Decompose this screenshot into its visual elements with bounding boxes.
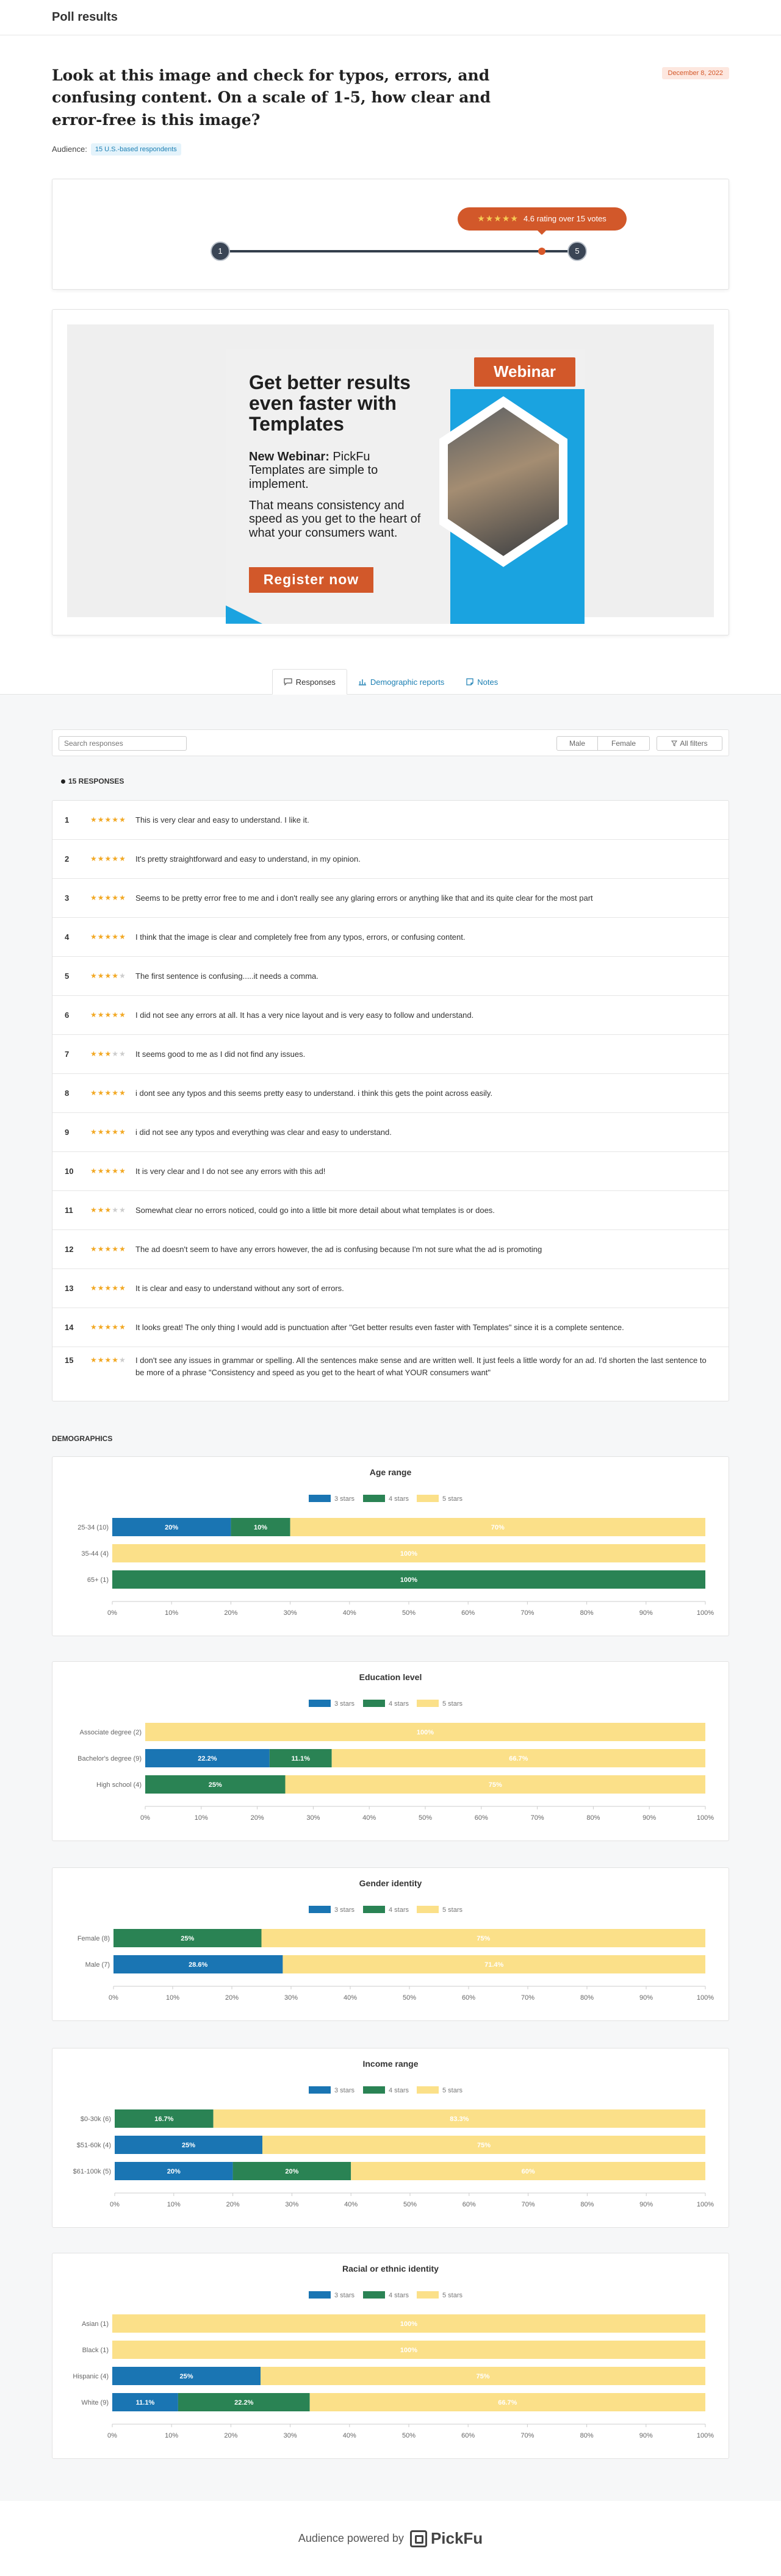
response-text: I did not see any errors at all. It has a very nice layout and is very easy to follow and understand. xyxy=(135,1011,474,1020)
response-text: It's pretty straightforward and easy to understand, in my opinion. xyxy=(135,854,361,864)
legend-swatch xyxy=(309,1906,331,1913)
filter-icon xyxy=(671,740,677,746)
category-label: $0-30k (6) xyxy=(80,2116,111,2123)
ad-body: That means consistency and speed as you get to the heart of what your consumers want. xyxy=(249,498,421,540)
poll-image-card xyxy=(52,309,729,635)
responses-count-text: 15 RESPONSES xyxy=(68,777,124,785)
response-row xyxy=(52,1230,729,1269)
response-number: 15 xyxy=(65,1356,74,1365)
category-label: Asian (1) xyxy=(81,2320,109,2328)
legend-label: 3 stars xyxy=(334,2292,355,2299)
response-text: The ad doesn't seem to have any errors however, the ad is confusing because I'm not sure what the ad is promoting xyxy=(135,1245,542,1254)
ad-sub-rest: PickFu Templates are simple to implement. xyxy=(249,449,378,491)
rating-marker xyxy=(538,248,545,255)
x-tick-label: 90% xyxy=(639,2432,653,2439)
ad-subheadline xyxy=(249,450,421,491)
stacked-bar-chart xyxy=(52,2048,729,2227)
data-label: 22.2% xyxy=(198,1755,217,1762)
response-text: It is clear and easy to understand without any sort of errors. xyxy=(135,1284,344,1293)
rating-card xyxy=(52,179,729,290)
x-tick-label: 60% xyxy=(461,1609,475,1617)
tab-responses[interactable] xyxy=(272,669,347,695)
data-label: 25% xyxy=(208,1781,222,1789)
category-label: Female (8) xyxy=(77,1935,110,1942)
x-tick-label: 70% xyxy=(521,2201,535,2208)
x-tick-label: 60% xyxy=(461,1994,476,2002)
audience-label: Audience: xyxy=(52,145,87,154)
data-label: 10% xyxy=(253,1524,268,1531)
response-row xyxy=(52,801,729,840)
data-label: 20% xyxy=(167,2168,181,2175)
x-tick-label: 60% xyxy=(461,2432,475,2439)
x-tick-label: 30% xyxy=(283,1609,297,1617)
data-label: 28.6% xyxy=(189,1961,208,1969)
x-tick-label: 50% xyxy=(402,1994,417,2002)
legend-label: 5 stars xyxy=(442,2292,463,2299)
legend-swatch xyxy=(309,2086,331,2094)
legend-label: 3 stars xyxy=(334,1495,355,1503)
category-label: $51-60k (4) xyxy=(76,2142,111,2149)
question-title: Look at this image and check for typos, errors, and confusing content. On a scale of 1-5, how clear and error-free is this image? xyxy=(52,66,491,129)
ad-headline: Get better results even faster with Templates xyxy=(249,371,411,435)
response-stars-icon: ★★★★★ xyxy=(90,1206,126,1214)
response-text: Somewhat clear no errors noticed, could go into a little bit more detail about what templates is or does. xyxy=(135,1206,495,1215)
response-row xyxy=(52,1308,729,1347)
response-row xyxy=(52,957,729,996)
response-row xyxy=(52,1113,729,1152)
x-tick-label: 100% xyxy=(696,1994,714,2002)
x-tick-label: 10% xyxy=(165,2432,179,2439)
x-tick-label: 80% xyxy=(580,2201,594,2208)
legend-swatch xyxy=(309,1495,331,1502)
response-row xyxy=(52,1191,729,1230)
response-text: I don't see any issues in grammar or spelling. All the sentences make sense and are written well. It just feels a little wordy for an ad. I'd shorten the last sentence to be more of a phrase "Consistency and speed as you get to the heart of what YOUR consumers want" xyxy=(135,1356,707,1377)
response-row xyxy=(52,996,729,1035)
response-text: I think that the image is clear and completely free from any typos, errors, or confusing content. xyxy=(135,932,466,942)
x-tick-label: 50% xyxy=(401,2432,416,2439)
legend-swatch xyxy=(363,2086,385,2094)
x-tick-label: 70% xyxy=(520,1609,534,1617)
response-row xyxy=(52,879,729,918)
response-text: i did not see any typos and everything was clear and easy to understand. xyxy=(135,1128,392,1137)
x-tick-label: 40% xyxy=(362,1814,376,1822)
response-number: 4 xyxy=(65,932,70,942)
footer xyxy=(0,2501,781,2576)
response-stars-icon: ★★★★★ xyxy=(90,1284,126,1292)
x-tick-label: 80% xyxy=(580,2432,594,2439)
response-number: 13 xyxy=(65,1284,74,1293)
response-number: 9 xyxy=(65,1128,70,1137)
x-tick-label: 50% xyxy=(403,2201,417,2208)
x-tick-label: 30% xyxy=(306,1814,320,1822)
response-stars-icon: ★★★★★ xyxy=(90,854,126,863)
x-tick-label: 40% xyxy=(344,2201,358,2208)
footer-text: Audience powered by xyxy=(298,2532,404,2544)
chart-title: Income range xyxy=(362,2059,419,2069)
legend-swatch xyxy=(417,1906,439,1913)
x-tick-label: 100% xyxy=(696,2432,714,2439)
legend-label: 3 stars xyxy=(334,1906,355,1914)
tab-notes[interactable] xyxy=(455,669,509,695)
response-number: 12 xyxy=(65,1245,74,1254)
legend-swatch xyxy=(417,2291,439,2299)
data-label: 16.7% xyxy=(154,2116,174,2123)
legend-swatch xyxy=(363,1700,385,1707)
rating-summary-pill xyxy=(458,207,627,231)
response-number: 7 xyxy=(65,1050,70,1059)
response-number: 3 xyxy=(65,893,70,903)
filter-male-button[interactable]: Male xyxy=(556,736,598,751)
pickfu-logo[interactable] xyxy=(410,2529,483,2548)
response-stars-icon: ★★★★★ xyxy=(90,932,126,941)
category-label: High school (4) xyxy=(96,1781,142,1789)
legend-swatch xyxy=(363,1495,385,1502)
pickfu-logo-text: PickFu xyxy=(430,2529,483,2547)
image-backdrop xyxy=(67,324,714,617)
response-number: 1 xyxy=(65,815,70,825)
bullet-icon xyxy=(61,779,65,784)
chart-card xyxy=(52,1867,729,2021)
category-label: 35-44 (4) xyxy=(81,1550,109,1558)
x-tick-label: 0% xyxy=(140,1814,150,1822)
response-text: This is very clear and easy to understand. I like it. xyxy=(135,815,309,825)
data-label: 25% xyxy=(179,2373,193,2380)
response-number: 11 xyxy=(65,1206,73,1215)
x-tick-label: 50% xyxy=(418,1814,433,1822)
x-tick-label: 10% xyxy=(165,1994,180,2002)
response-text: It looks great! The only thing I would add is punctuation after "Get better results even faster with Templates" since it is a complete sentence. xyxy=(135,1323,624,1332)
audience-row xyxy=(52,143,729,156)
data-label: 25% xyxy=(181,2142,196,2149)
chart-title: Education level xyxy=(359,1672,422,1682)
x-tick-label: 20% xyxy=(250,1814,264,1822)
response-number: 14 xyxy=(65,1323,74,1332)
x-tick-label: 20% xyxy=(226,2201,240,2208)
data-label: 75% xyxy=(476,2373,490,2380)
response-row xyxy=(52,1035,729,1074)
chart-card xyxy=(52,1661,729,1841)
x-tick-label: 40% xyxy=(343,1994,358,2002)
stacked-bar-chart xyxy=(52,1457,729,1636)
data-label: 83.3% xyxy=(450,2116,469,2123)
data-label: 11.1% xyxy=(291,1755,311,1762)
data-label: 71.4% xyxy=(484,1961,504,1969)
x-tick-label: 100% xyxy=(696,1814,714,1822)
ad-image[interactable] xyxy=(226,349,585,624)
filter-bar xyxy=(52,729,729,756)
legend-swatch xyxy=(363,1906,385,1913)
response-number: 5 xyxy=(65,971,70,981)
tab-bar xyxy=(0,669,781,695)
stacked-bar-chart xyxy=(52,1868,729,2020)
rating-max-node: 5 xyxy=(567,242,587,261)
x-tick-label: 80% xyxy=(580,1994,594,2002)
response-row xyxy=(52,840,729,879)
x-tick-label: 90% xyxy=(642,1814,657,1822)
data-label: 20% xyxy=(285,2168,299,2175)
data-label: 70% xyxy=(491,1524,505,1531)
filter-female-button[interactable]: Female xyxy=(597,736,650,751)
x-tick-label: 50% xyxy=(401,1609,416,1617)
response-row xyxy=(52,1347,729,1401)
page-title: Poll results xyxy=(52,10,118,24)
category-label: Black (1) xyxy=(82,2347,109,2354)
x-tick-label: 100% xyxy=(696,2201,714,2208)
legend-label: 3 stars xyxy=(334,1700,355,1708)
response-stars-icon: ★★★★★ xyxy=(90,971,126,980)
x-tick-label: 90% xyxy=(639,2201,653,2208)
response-row xyxy=(52,918,729,957)
x-tick-label: 40% xyxy=(342,2432,356,2439)
x-tick-label: 10% xyxy=(165,1609,179,1617)
x-tick-label: 0% xyxy=(107,1609,117,1617)
legend-label: 5 stars xyxy=(442,1700,463,1708)
x-tick-label: 10% xyxy=(194,1814,208,1822)
response-stars-icon: ★★★★★ xyxy=(90,1089,126,1097)
x-tick-label: 80% xyxy=(580,1609,594,1617)
data-label: 66.7% xyxy=(498,2399,517,2406)
category-label: Hispanic (4) xyxy=(73,2373,109,2380)
tab-label: Demographic reports xyxy=(370,677,445,687)
data-label: 100% xyxy=(400,2320,418,2328)
chart-title: Gender identity xyxy=(359,1878,422,1888)
data-label: 75% xyxy=(488,1781,502,1789)
response-text: The first sentence is confusing.....it needs a comma. xyxy=(135,971,319,981)
responses-list xyxy=(52,800,729,1401)
rating-min-node: 1 xyxy=(211,242,230,261)
demographics-header: DEMOGRAPHICS xyxy=(52,1434,113,1443)
response-number: 8 xyxy=(65,1089,70,1098)
category-label: Associate degree (2) xyxy=(79,1729,142,1736)
x-tick-label: 30% xyxy=(284,1994,298,2002)
response-text: It is very clear and I do not see any errors with this ad! xyxy=(135,1167,326,1176)
x-tick-label: 10% xyxy=(167,2201,181,2208)
all-filters-button[interactable] xyxy=(657,736,722,751)
legend-label: 4 stars xyxy=(389,1906,409,1914)
top-bar xyxy=(0,0,781,35)
tab-label: Notes xyxy=(477,677,498,687)
response-number: 10 xyxy=(65,1167,74,1176)
legend-label: 4 stars xyxy=(389,2292,409,2299)
response-text: It seems good to me as I did not find any issues. xyxy=(135,1050,306,1059)
data-label: 20% xyxy=(165,1524,179,1531)
star-icon-row: ★★★★★ xyxy=(477,213,519,224)
response-stars-icon: ★★★★★ xyxy=(90,893,126,902)
ad-webinar-ribbon: Webinar xyxy=(474,357,575,387)
x-tick-label: 0% xyxy=(109,1994,118,2002)
legend-label: 5 stars xyxy=(442,1495,463,1503)
x-tick-label: 20% xyxy=(224,2432,238,2439)
chat-icon xyxy=(284,678,292,685)
response-stars-icon: ★★★★★ xyxy=(90,1128,126,1136)
data-label: 100% xyxy=(416,1729,434,1736)
question-header xyxy=(0,35,781,156)
legend-swatch xyxy=(363,2291,385,2299)
rating-summary-text: 4.6 rating over 15 votes xyxy=(523,214,606,224)
x-tick-label: 30% xyxy=(283,2432,297,2439)
response-stars-icon: ★★★★★ xyxy=(90,1050,126,1058)
data-label: 22.2% xyxy=(234,2399,254,2406)
legend-label: 5 stars xyxy=(442,1906,463,1914)
response-row xyxy=(52,1074,729,1113)
data-label: 100% xyxy=(400,2347,418,2354)
data-label: 100% xyxy=(400,1550,418,1558)
x-tick-label: 100% xyxy=(696,1609,714,1617)
x-tick-label: 70% xyxy=(520,2432,534,2439)
response-stars-icon: ★★★★★ xyxy=(90,1167,126,1175)
category-label: Male (7) xyxy=(85,1961,110,1969)
data-label: 66.7% xyxy=(509,1755,528,1762)
data-label: 11.1% xyxy=(135,2399,155,2406)
tab-demographic-reports[interactable] xyxy=(347,669,455,695)
chart-title: Age range xyxy=(369,1467,412,1477)
response-stars-icon: ★★★★★ xyxy=(90,1011,126,1019)
x-tick-label: 80% xyxy=(586,1814,600,1822)
chart-card xyxy=(52,2253,729,2459)
stacked-bar-chart xyxy=(52,1662,729,1841)
ad-sub-bold: New Webinar: xyxy=(249,449,329,463)
x-tick-label: 30% xyxy=(285,2201,299,2208)
ad-corner-shape xyxy=(226,606,262,624)
all-filters-label: All filters xyxy=(680,739,708,748)
category-label: 65+ (1) xyxy=(87,1576,109,1584)
rating-track xyxy=(220,250,577,252)
category-label: Bachelor's degree (9) xyxy=(77,1755,142,1762)
x-tick-label: 60% xyxy=(474,1814,488,1822)
data-label: 75% xyxy=(477,2142,491,2149)
response-text: Seems to be pretty error free to me and i don't really see any glaring errors or anything like that and its quite clear for the most part xyxy=(135,893,593,903)
response-row xyxy=(52,1152,729,1191)
x-tick-label: 90% xyxy=(639,1609,653,1617)
response-text: i dont see any typos and this seems pretty easy to understand. i think this gets the point across easily. xyxy=(135,1089,493,1098)
legend-swatch xyxy=(417,1700,439,1707)
bar-chart-icon xyxy=(358,678,367,685)
response-stars-icon: ★★★★★ xyxy=(90,815,126,824)
x-tick-label: 20% xyxy=(225,1994,239,2002)
legend-label: 3 stars xyxy=(334,2087,355,2094)
ad-register-button: Register now xyxy=(249,567,373,593)
legend-swatch xyxy=(309,1700,331,1707)
x-tick-label: 60% xyxy=(462,2201,476,2208)
response-number: 6 xyxy=(65,1011,70,1020)
x-tick-label: 40% xyxy=(342,1609,356,1617)
responses-count xyxy=(61,777,124,785)
response-row xyxy=(52,1269,729,1308)
tab-label: Responses xyxy=(295,677,336,687)
legend-swatch xyxy=(309,2291,331,2299)
x-tick-label: 0% xyxy=(107,2432,117,2439)
stacked-bar-chart xyxy=(52,2253,729,2458)
legend-swatch xyxy=(417,2086,439,2094)
chart-card xyxy=(52,2048,729,2228)
data-label: 25% xyxy=(181,1935,195,1942)
data-label: 75% xyxy=(477,1935,491,1942)
x-tick-label: 0% xyxy=(110,2201,120,2208)
legend-label: 5 stars xyxy=(442,2087,463,2094)
x-tick-label: 70% xyxy=(530,1814,544,1822)
note-icon xyxy=(466,678,473,685)
legend-swatch xyxy=(417,1495,439,1502)
chart-title: Racial or ethnic identity xyxy=(342,2264,439,2274)
pickfu-logo-icon xyxy=(410,2530,427,2547)
x-tick-label: 90% xyxy=(639,1994,653,2002)
category-label: 25-34 (10) xyxy=(77,1524,109,1531)
date-badge: December 8, 2022 xyxy=(662,67,730,79)
x-tick-label: 20% xyxy=(224,1609,238,1617)
x-tick-label: 70% xyxy=(520,1994,535,2002)
data-label: 100% xyxy=(400,1576,418,1584)
legend-label: 4 stars xyxy=(389,1700,409,1708)
legend-label: 4 stars xyxy=(389,1495,409,1503)
data-label: 60% xyxy=(521,2168,535,2175)
search-input[interactable] xyxy=(59,736,187,751)
audience-chip[interactable]: 15 U.S.-based respondents xyxy=(91,143,181,156)
response-stars-icon: ★★★★★ xyxy=(90,1356,126,1364)
response-stars-icon: ★★★★★ xyxy=(90,1245,126,1253)
chart-card xyxy=(52,1456,729,1636)
legend-label: 4 stars xyxy=(389,2087,409,2094)
response-stars-icon: ★★★★★ xyxy=(90,1323,126,1331)
category-label: White (9) xyxy=(81,2399,109,2406)
category-label: $61-100k (5) xyxy=(73,2168,111,2175)
response-number: 2 xyxy=(65,854,70,864)
